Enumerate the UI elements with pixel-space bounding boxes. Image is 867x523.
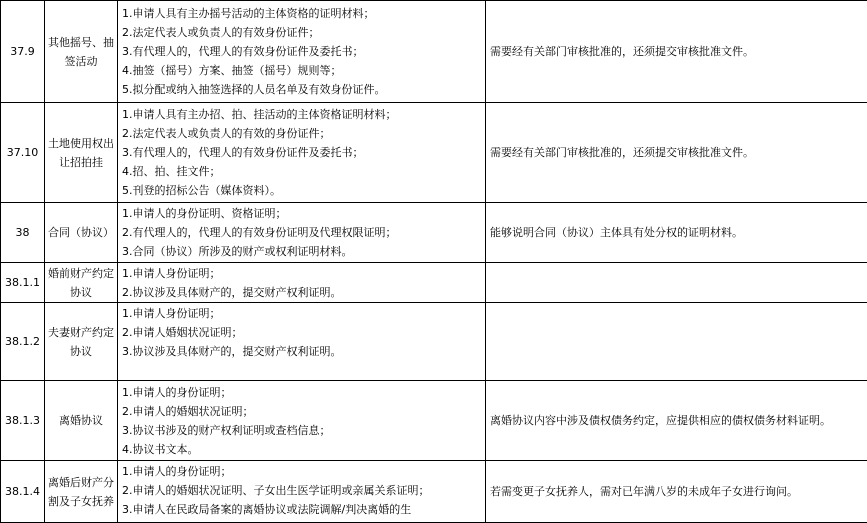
item-number: 37.10 — [3, 143, 42, 162]
table-row — [1, 203, 867, 263]
material-line: 2.法定代表人或负责人的有效身份证件； — [122, 23, 481, 42]
item-name: 其他摇号、抽签活动 — [48, 33, 114, 71]
item-name: 土地使用权出让招拍挂 — [48, 134, 114, 172]
note-cell — [486, 1, 867, 103]
table-row — [1, 263, 867, 303]
material-line: 5.拟分配或纳入抽签选择的人员名单及有效身份证件。 — [122, 80, 481, 99]
item-number-cell — [1, 263, 45, 303]
material-line: 5.刊登的招标公告（媒体资料）。 — [122, 181, 481, 200]
item-number: 38.1.4 — [3, 482, 42, 501]
item-number: 38.1.3 — [3, 411, 42, 430]
material-line: 1.申请人的身份证明、资格证明； — [122, 204, 481, 223]
material-line: 2.申请人婚姻状况证明； — [122, 323, 481, 342]
material-line: 1.申请人的身份证明； — [122, 462, 481, 481]
material-line: 4.招、拍、挂文件； — [122, 162, 481, 181]
material-line: 2.有代理人的，代理人的有效身份证明及代理权限证明； — [122, 223, 481, 242]
material-line: 3.协议涉及具体财产的，提交财产权利证明。 — [122, 342, 481, 361]
material-line: 1.申请人身份证明； — [122, 304, 481, 323]
materials-cell — [118, 103, 486, 203]
material-line: 2.协议涉及具体财产的，提交财产权利证明。 — [122, 283, 481, 302]
material-line: 3.申请人在民政局备案的离婚协议或法院调解/判决离婚的生 — [122, 500, 481, 519]
item-name: 离婚后财产分割及子女抚养 — [48, 473, 114, 511]
note-cell — [486, 103, 867, 203]
item-number-cell — [1, 303, 45, 381]
material-line: 1.申请人具有主办摇号活动的主体资格的证明材料； — [122, 4, 481, 23]
item-number-cell — [1, 461, 45, 523]
item-number: 37.9 — [3, 42, 42, 61]
materials-cell — [118, 203, 486, 263]
material-line: 1.申请人身份证明； — [122, 264, 481, 283]
table-row — [1, 461, 867, 523]
note-text: 若需变更子女抚养人，需对已年满八岁的未成年子女进行询问。 — [490, 482, 861, 501]
materials-cell — [118, 461, 486, 523]
material-line: 3.合同（协议）所涉及的财产或权利证明材料。 — [122, 242, 481, 261]
item-number-cell — [1, 103, 45, 203]
item-name-cell — [45, 1, 118, 103]
item-number-cell — [1, 381, 45, 461]
materials-cell — [118, 263, 486, 303]
materials-cell — [118, 381, 486, 461]
note-cell — [486, 381, 867, 461]
item-number: 38.1.1 — [3, 273, 42, 292]
material-line: 1.申请人的身份证明； — [122, 383, 481, 402]
material-line: 4.抽签（摇号）方案、抽签（摇号）规则等； — [122, 61, 481, 80]
note-text: 离婚协议内容中涉及债权债务约定，应提供相应的债权债务材料证明。 — [490, 411, 861, 430]
item-name-cell — [45, 203, 118, 263]
table-row — [1, 1, 867, 103]
item-name: 离婚协议 — [48, 411, 114, 430]
item-name-cell — [45, 381, 118, 461]
item-name: 夫妻财产约定协议 — [48, 323, 114, 361]
item-name: 婚前财产约定协议 — [48, 264, 114, 302]
table-row — [1, 381, 867, 461]
item-number: 38 — [3, 223, 42, 242]
material-line: 2.法定代表人或负责人的有效的身份证件； — [122, 124, 481, 143]
materials-cell — [118, 303, 486, 381]
material-line: 2.申请人的婚姻状况证明、子女出生医学证明或亲属关系证明； — [122, 481, 481, 500]
item-number-cell — [1, 203, 45, 263]
material-line: 3.有代理人的，代理人的有效身份证件及委托书； — [122, 143, 481, 162]
item-name-cell — [45, 461, 118, 523]
materials-cell — [118, 1, 486, 103]
note-text: 需要经有关部门审核批准的，还须提交审核批准文件。 — [490, 143, 861, 162]
material-line: 3.有代理人的，代理人的有效身份证件及委托书； — [122, 42, 481, 61]
note-cell — [486, 203, 867, 263]
item-name-cell — [45, 263, 118, 303]
note-cell — [486, 461, 867, 523]
item-number: 38.1.2 — [3, 332, 42, 351]
material-line: 3.协议书涉及的财产权利证明或查档信息； — [122, 421, 481, 440]
note-cell — [486, 303, 867, 381]
note-text: 能够说明合同（协议）主体具有处分权的证明材料。 — [490, 223, 861, 242]
material-line: 1.申请人具有主办招、拍、挂活动的主体资格证明材料； — [122, 105, 481, 124]
note-text: 需要经有关部门审核批准的，还须提交审核批准文件。 — [490, 42, 861, 61]
material-line: 2.申请人的婚姻状况证明； — [122, 402, 481, 421]
table-row — [1, 303, 867, 381]
material-line: 4.协议书文本。 — [122, 440, 481, 459]
table-row — [1, 103, 867, 203]
item-name-cell — [45, 303, 118, 381]
note-cell — [486, 263, 867, 303]
item-number-cell — [1, 1, 45, 103]
item-name: 合同（协议） — [48, 223, 114, 242]
item-name-cell — [45, 103, 118, 203]
